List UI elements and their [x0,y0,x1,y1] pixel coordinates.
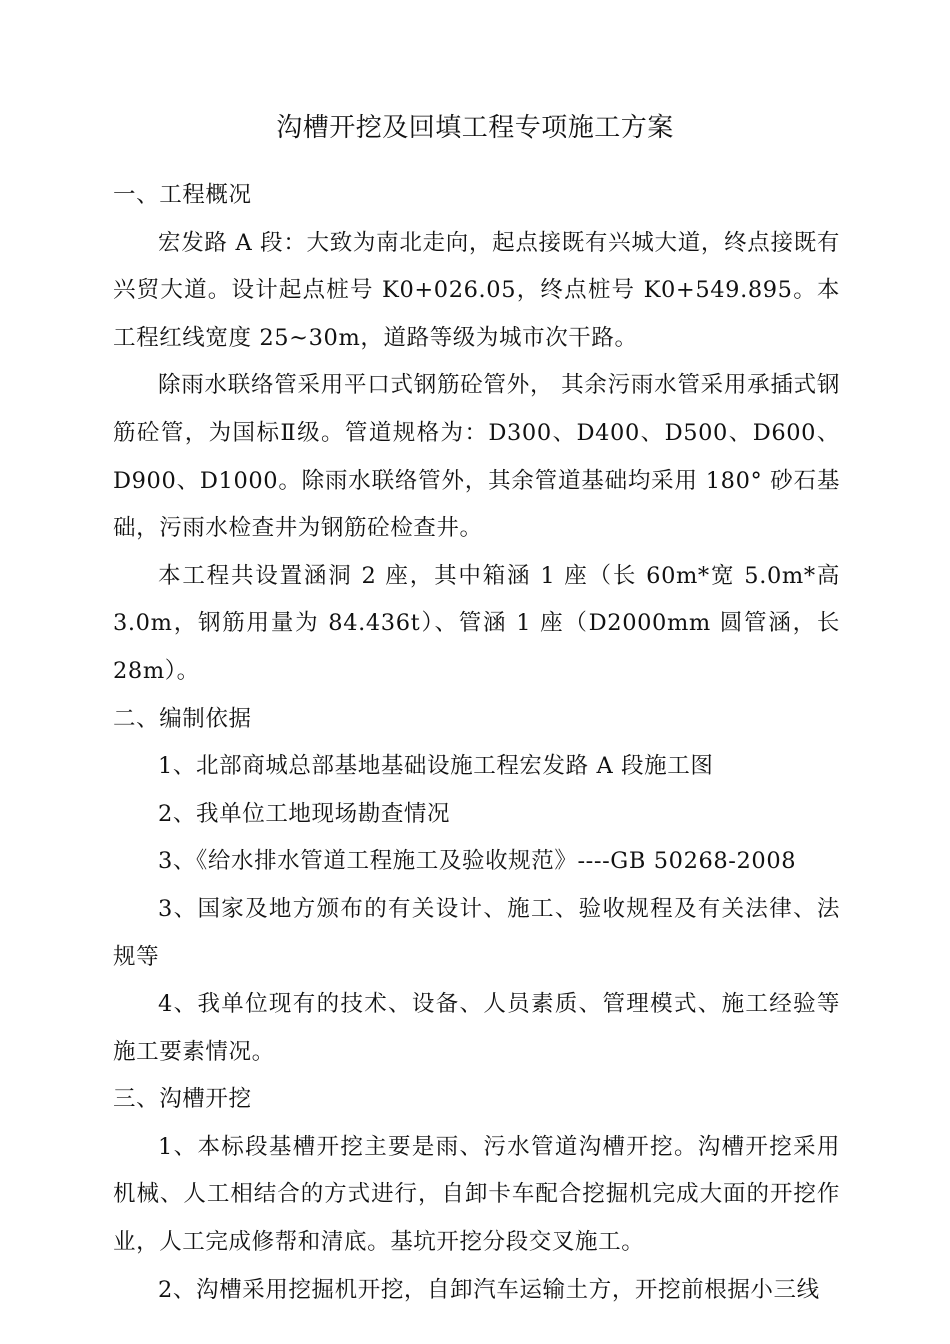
list-item-basis-2: 2、我单位工地现场勘查情况 [158,800,451,827]
paragraph-excavation-method: 1、本标段基槽开挖主要是雨、污水管道沟槽开挖。沟槽开挖采用机械、人工相结合的方式进行，自卸卡车配合挖掘机完成大面的开挖作业，人工完成修帮和清底。基坑开挖分段交叉施工。 [113,1133,840,1256]
paragraph-project-route: 宏发路 A 段：大致为南北走向，起点接既有兴城大道，终点接既有兴贸大道。设计起点桩号 K0+026.05，终点桩号 K0+549.895。本工程红线宽度 25~30m，道路等级为城市次干路。 [113,229,840,351]
list-item-basis-3: 3、《给水排水管道工程施工及验收规范》----GB 50268-2008 [158,848,797,875]
document-title: 沟槽开挖及回填工程专项施工方案 [276,113,674,143]
section-heading-overview: 一、工程概况 [113,182,252,208]
document-body [113,172,840,1314]
list-item-basis-1: 1、北部商城总部基地基础设施工程宏发路 A 段施工图 [158,753,714,780]
list-item-basis-5: 4、我单位现有的技术、设备、人员素质、管理模式、施工经验等施工要素情况。 [113,991,840,1065]
list-item-basis-4: 3、国家及地方颁布的有关设计、施工、验收规程及有关法律、法规等 [113,895,840,970]
section-heading-basis: 二、编制依据 [113,705,252,732]
paragraph-culverts: 本工程共设置涵洞 2 座，其中箱涵 1 座（长 60m*宽 5.0m*高 3.0m，钢筋用量为 84.436t）、管涵 1 座（D2000mm 圆管涵，长 28m）。 [113,562,840,684]
section-heading-trench-excavation: 三、沟槽开挖 [113,1086,252,1113]
paragraph-excavation-transport: 2、沟槽采用挖掘机开挖，自卸汽车运输土方，开挖前根据小三线 [158,1276,820,1303]
paragraph-pipe-specs: 除雨水联络管采用平口式钢筋砼管外， 其余污雨水管采用承插式钢筋砼管，为国标Ⅱ级。管道规格为：D300、D400、D500、D600、D900、D1000。除雨水联络管外，其余管道基础均采用 180° 砂石基础，污雨水检查井为钢筋砼检查井。 [113,372,840,542]
